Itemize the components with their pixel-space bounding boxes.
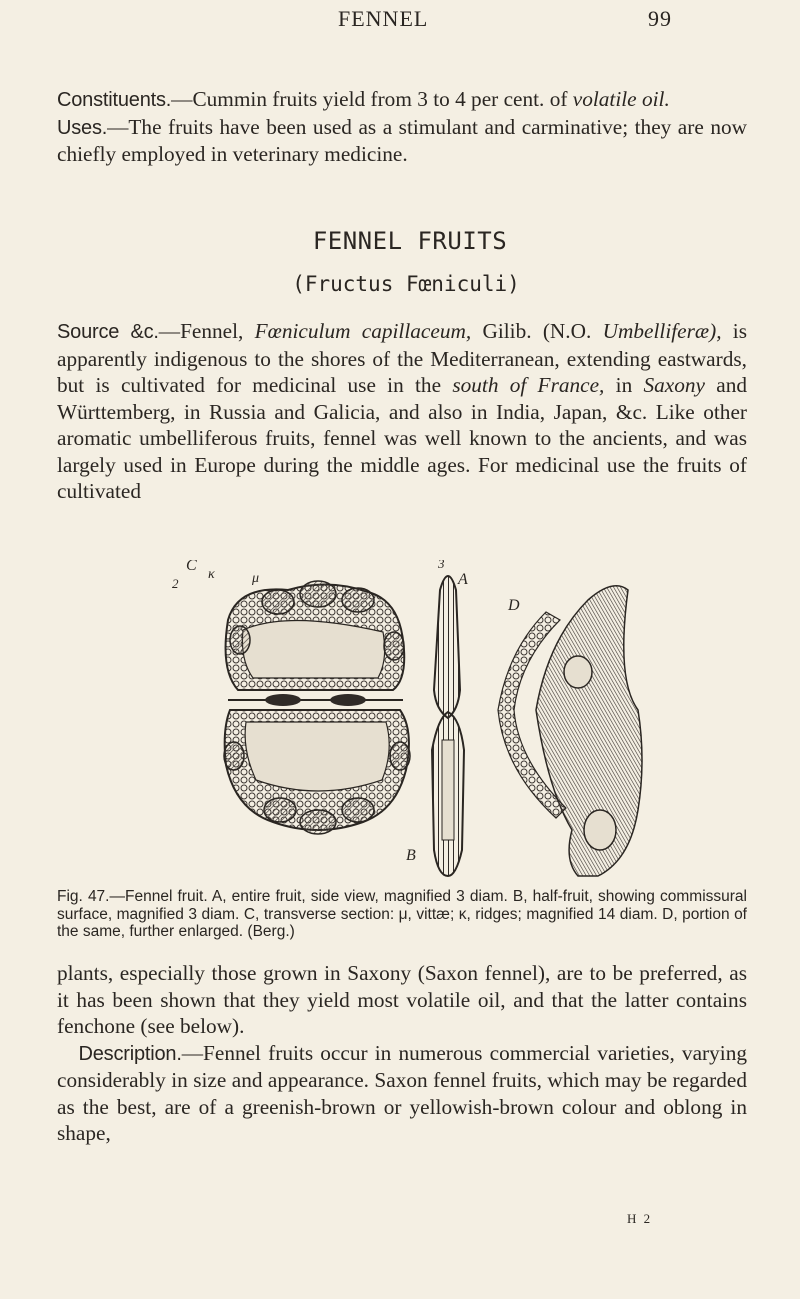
description-heading: Description. [78,1042,182,1065]
uses-text: —The fruits have been used as a stimulant and carminative; they are now chiefly employed in veterinary medicine. [57,114,747,166]
continuation-block [57,960,747,1147]
figure-b-half-fruit [406,712,464,876]
figure-label-d: D [508,597,520,614]
constituents-text: —Cummin fruits yield from 3 to 4 per cent. of [171,87,573,111]
description-paragraph [57,1040,747,1147]
fennel-fruit-figure [168,560,708,878]
source-block [57,318,747,505]
signature-mark: H 2 [627,1211,653,1226]
uses-heading: Uses. [57,116,108,139]
figure-c-transverse-section [172,560,410,834]
constituents-uses-block [57,86,747,168]
running-title: FENNEL [338,6,429,31]
source-text-5: and Württemberg, in Russia and Galicia, and also in India, Japan, &c. Like other aromatic umbelliferous fruits, fennel was well known to the ancients, and was largely used in Europe during the middle ages. For medicinal use the fruits of cultivated [57,373,748,503]
figure-caption: Fig. 47.—Fennel fruit. A, entire fruit, side view, magnified 3 diam. B, half-fruit, showing commissural surface, magnified 3 diam. C, transverse section: μ, vittæ; κ, ridges; magnified 14 diam. D, portion of the same, further enlarged. (Berg.) [57,888,747,940]
continuation-paragraph: plants, especially those grown in Saxony (Saxon fennel), are to be preferred, as it has been shown that they yield most volatile oil, and that the latter contains fenchone (see below). [57,961,747,1038]
section-subtitle: (Fructus Fœniculi) [292,272,520,296]
figure-d-enlarged-portion [498,586,642,876]
section-title: FENNEL FRUITS [312,227,508,255]
page-number: 99 [648,6,672,31]
constituents-volatile-oil: volatile oil. [572,87,670,111]
figure-a-entire-fruit [434,560,468,718]
source-text-4: in [604,373,644,397]
source-text-1: —Fennel, [158,319,255,343]
uses-paragraph [57,114,747,168]
source-heading: Source &c. [57,321,159,343]
source-order: Umbelliferæ), [602,319,722,343]
source-species: Fœniculum capillaceum, [254,319,472,343]
figure-label-3: 3 [438,560,445,571]
source-paragraph [57,318,747,505]
source-text-2: Gilib. (N.O. [471,319,603,343]
source-place-2: Saxony [643,373,705,397]
running-head [0,6,800,36]
constituents-heading: Constituents. [57,89,172,111]
figure-label-mu: μ [252,571,260,586]
source-place-1: south of France, [452,373,605,397]
figure-label-a: A [458,571,468,588]
figure-label-2: 2 [172,576,179,591]
source-text-3: is apparently indigenous to the shores of the Mediterranean, extending eastwards, but is cultivated for medicinal use in the [57,319,748,397]
description-text: —Fennel fruits occur in numerous commercial varieties, varying considerably in size and appearance. Saxon fennel fruits, which may be regarded as the best, are of a greenish-brown or yellowish-brown colour and oblong in shape, [57,1040,747,1145]
figure-label-kappa: κ [208,567,215,582]
figure-label-b: B [406,847,416,864]
constituents-paragraph [57,86,747,114]
figure-label-c: C [186,560,197,574]
